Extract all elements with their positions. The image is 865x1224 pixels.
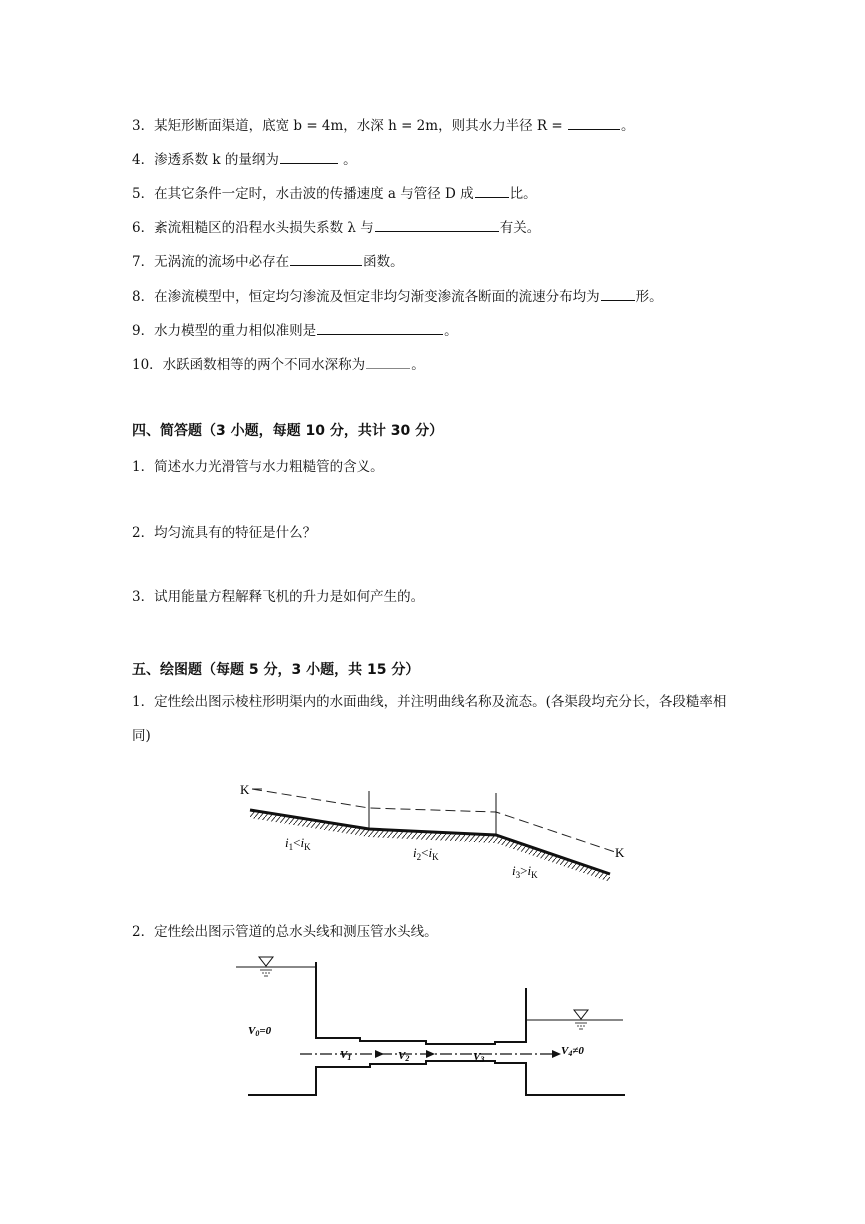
question-8 <box>132 285 663 305</box>
question-6-text: 6．紊流粗糙区的沿程水头损失系数 λ 与 <box>132 220 374 236</box>
pipe-top-wall <box>316 962 526 1044</box>
answer-blank[interactable] <box>568 117 620 130</box>
question-4 <box>132 148 357 168</box>
pipe-bottom-wall <box>248 1061 625 1095</box>
question-7-tail: 函数。 <box>363 254 404 270</box>
question-5-tail: 比。 <box>509 186 537 202</box>
water-level-icon <box>574 1010 588 1019</box>
question-8-text: 8．在渗流模型中，恒定均匀渗流及恒定非均匀渐变渗流各断面的流速分布均为 <box>132 289 600 305</box>
short-answer-3: 3．试用能量方程解释飞机的升力是如何产生的。 <box>132 589 425 605</box>
question-9-tail: 。 <box>444 323 458 339</box>
k-label-left: K <box>240 782 250 797</box>
water-level-icon <box>259 957 273 966</box>
v1-label: V1 <box>340 1049 352 1062</box>
answer-blank[interactable] <box>366 356 410 369</box>
question-4-text: 4．渗透系数 k 的量纲为 <box>132 152 279 168</box>
answer-blank[interactable] <box>375 219 499 232</box>
question-10-text: 10．水跃函数相等的两个不同水深称为 <box>132 357 366 373</box>
slope-label-1: $i_1<i_K$ <box>285 835 311 852</box>
pipeline-figure <box>230 950 640 1110</box>
drawing-question-1: 1．定性绘出图示棱柱形明渠内的水面曲线，并注明曲线名称及流态。(各渠段均充分长，各段糙率相同) <box>132 694 727 744</box>
short-answer-1: 1．简述水力光滑管与水力粗糙管的含义。 <box>132 459 384 475</box>
flow-arrow-icon <box>375 1050 384 1058</box>
question-7-text: 7．无涡流的流场中必存在 <box>132 254 290 270</box>
section-5-heading: 五、绘图题（每题 5 分，3 小题，共 15 分） <box>132 662 420 678</box>
drawing-question-2: 2．定性绘出图示管道的总水头线和测压管水头线。 <box>132 924 438 940</box>
answer-blank[interactable] <box>601 288 635 301</box>
answer-blank[interactable] <box>280 151 338 164</box>
flow-arrow-icon <box>426 1050 435 1058</box>
slope-label-2: $i_2<i_K$ <box>413 845 439 862</box>
v3-label: V3 <box>473 1051 485 1064</box>
slope-label-3: $i_3>i_K$ <box>512 863 538 880</box>
question-8-tail: 形。 <box>635 289 663 305</box>
question-3-tail: 。 <box>620 118 635 134</box>
answer-blank[interactable] <box>290 253 362 266</box>
question-9-text: 9．水力模型的重力相似准则是 <box>132 323 317 339</box>
question-6 <box>132 216 540 236</box>
question-10 <box>132 353 425 373</box>
answer-blank[interactable] <box>475 185 509 198</box>
channel-profile-figure <box>230 775 630 890</box>
v2-label: V2 <box>398 1050 410 1063</box>
answer-blank[interactable] <box>317 322 443 335</box>
question-6-tail: 有关。 <box>499 220 541 236</box>
question-9 <box>132 319 458 339</box>
question-3 <box>132 114 634 134</box>
k-label-right: K <box>615 845 625 860</box>
flow-arrow-icon <box>552 1050 561 1058</box>
section-4-heading: 四、简答题（3 小题，每题 10 分，共计 30 分） <box>132 423 444 439</box>
question-3-text: 3．某矩形断面渠道，底宽 b = 4m，水深 h = 2m，则其水力半径 R = <box>132 118 567 134</box>
short-answer-2: 2．均匀流具有的特征是什么？ <box>132 525 317 541</box>
question-4-tail: 。 <box>338 152 357 168</box>
question-5-text: 5．在其它条件一定时，水击波的传播速度 a 与管径 D 成 <box>132 186 474 202</box>
question-5 <box>132 182 537 202</box>
v4-label: V4≠0 <box>561 1045 584 1058</box>
question-7 <box>132 250 404 270</box>
question-10-tail: 。 <box>411 357 425 373</box>
v0-label: V0=0 <box>248 1025 272 1038</box>
